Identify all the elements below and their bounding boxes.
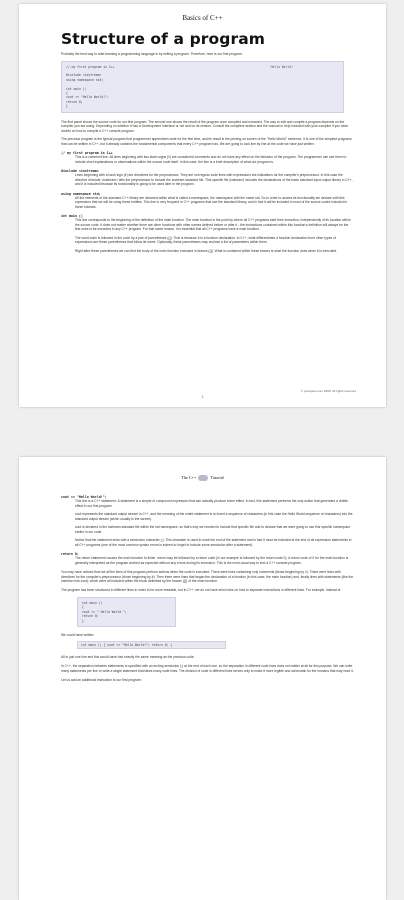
code-line: int main () (66, 86, 87, 91)
copyright-notice: © cplusplus.com 2008. All rights reserved (300, 389, 356, 393)
term-heading: // my first program in C++ (61, 151, 113, 156)
term-description: cout is declared in the iostream standard file within the std namespace, so that's why we needed to include that specific file and to declare that we were going to use this specific namespace earlier in our code. (75, 525, 351, 534)
term-description: cout represents the standard output stream in C++, and the meaning of the entire statement is to insert a sequence of characters (in this case the Hello World sequence of characters) into the standard output stream (which usually is the screen). (75, 512, 353, 521)
inline-code-box: int main () { cout << "Hello World!"; return 0; } (77, 641, 226, 649)
document-page-1 (19, 4, 386, 407)
body-paragraph: We could have written: (61, 633, 95, 638)
code-line: // my first program in C++ (66, 64, 115, 69)
code-line: int main () (82, 601, 103, 606)
program-output: Hello World! (270, 64, 293, 69)
code-line: cout << "Hello World!"; (66, 95, 109, 100)
running-header (19, 475, 386, 481)
body-paragraph: All in just one line and this would have had exactly the same meaning as the previous code. (61, 654, 195, 659)
term-description: Right after these parentheses we can find the body of the main function enclosed in braces ({}). What is contained within these braces is what the function does when it is executed. (75, 248, 338, 253)
intro-paragraph: Probably the best way to start learning a programming language is by writing a program. Therefore, here is our first program: (61, 52, 243, 56)
code-sample-box (61, 61, 344, 113)
body-paragraph: The previous program is the typical program that programmer apprentices write for the first time, and its result is the printing on screen of the "Hello World!" sentence. It is one of the simplest programs that can be written in C++, but it already contains the fundamental components that every C++ program has. We are going to look line by line at the code we have just written: (61, 137, 352, 146)
term-description: Lines beginning with a hash sign (#) are directives for the preprocessor. They are not regular code lines with expressions but indications for the compiler's preprocessor. In this case the directive #include <iostream> tells the preprocessor to include the iostream standard file. This specific file (iostream) includes the declarations of the basic standard input-output library in C++, and it is included because its functionality is going to be used later in the program. (75, 173, 353, 187)
body-paragraph: The program has been structured in different lines in order to be more readable, but in C++, we do not have strict rules on how to separate instructions in different lines. For example, instead of (61, 587, 341, 592)
term-heading: cout << "Hello World!"; (61, 495, 107, 500)
body-paragraph: The first panel shows the source code for our first program. The second one shows the result of the program once compiled and executed. The way to edit and compile a program depends on the compiler you are using. Depending on whether it has a Development Interface or not and on its version. Consult the compilers section and the manual or help included with your compiler if you have doubts on how to compile a C++ console program. (61, 119, 348, 133)
code-sample-box (77, 597, 176, 627)
term-description: This line corresponds to the beginning of the definition of the main function. The main function is the point by where all C++ programs start their execution, independently of its location within the source code. It does not matter whether there are other functions with other names defined before or after it - the instructions contained within this function's definition will always be the first ones to be executed in any C++ program. For that same reason, it is essential that all C++ programs have a main function. (75, 218, 351, 232)
term-heading: #include <iostream> (61, 169, 99, 174)
term-description: All the elements of the standard C++ library are declared within what is called a namespace, the namespace with the name std. So in order to access its functionality we declare with this expression that we will be using these entities. This line is very frequent in C++ programs that use the standard library, and in fact it will be included in most of the source codes included in these tutorials. (75, 195, 348, 209)
term-description: This is a comment line. All lines beginning with two slash signs (//) are considered comments and do not have any effect on the behavior of the program. The programmer can use them to include short explanations or observations within the source code itself. In this case, the line is a brief description of what our program is. (75, 155, 347, 164)
code-line: #include <iostream> (66, 73, 102, 78)
term-description: Notice that the statement ends with a semicolon character (;). This character is used to mark the end of the statement and in fact it must be included at the end of all expression statements in all C++ programs (one of the most common syntax errors is indeed to forget to include some semicolon after a statement). (75, 538, 352, 547)
running-header: Basics of C++ (182, 14, 223, 22)
code-line: cout << " Hello World "; (82, 609, 127, 614)
code-line: { (82, 605, 84, 610)
code-line: } (66, 104, 68, 109)
code-line: return 0; (66, 99, 83, 104)
header-left-text: The C++ (181, 475, 197, 480)
term-heading: using namespace std; (61, 191, 101, 196)
page-title: Structure of a program (61, 30, 266, 48)
term-description: The return statement causes the main function to finish. return may be followed by a return code (in our example is followed by the return code 0). A return code of 0 for the main function is generally interpreted as the program worked as expected without any errors during its execution. This is the most usual way to end a C++ console program. (75, 556, 349, 565)
term-heading: int main () (61, 214, 83, 219)
body-paragraph: You may have noticed that not all the lines of this program perform actions when the code is executed. There were lines containing only comments (those beginning by //). There were lines with directives for the compiler's preprocessor (those beginning by #). Then there were lines that began the declaration of a function (in this case, the main function) and, finally lines with statements (like the insertion into cout), which were all included within the block delimited by the braces ({}) of the main function. (61, 570, 354, 584)
tutorial-logo-icon (198, 475, 208, 481)
body-paragraph: In C++, the separation between statements is specified with an ending semicolon (;) at the end of each one, so the separation in different code lines does not matter at all for this purpose. We can write many statements per line or write a single statement that takes many code lines. The division of code in different lines serves only to make it more legible and schematic for the humans that may read it. (61, 664, 354, 673)
code-line: using namespace std; (66, 77, 104, 82)
body-paragraph: Let us add an additional instruction to our first program: (61, 678, 142, 683)
term-heading: return 0; (61, 552, 79, 557)
term-description: This line is a C++ statement. A statement is a simple or compound expression that can actually produce some effect. In fact, this statement performs the only action that generates a visible effect in our first program. (75, 499, 348, 508)
term-description: The word main is followed in the code by a pair of parentheses (()). That is because it is a function declaration: In C++, what differentiates a function declaration from other types of expressions are these parentheses that follow its name. Optionally, these parentheses may enclose a list of parameters within them. (75, 235, 336, 245)
code-line: } (82, 618, 84, 623)
code-line: return 0; (82, 614, 99, 619)
document-page-2 (19, 457, 386, 900)
page-number: 1 (201, 394, 204, 399)
header-right-text: Tutorial (210, 475, 224, 480)
code-line: { (66, 90, 68, 95)
